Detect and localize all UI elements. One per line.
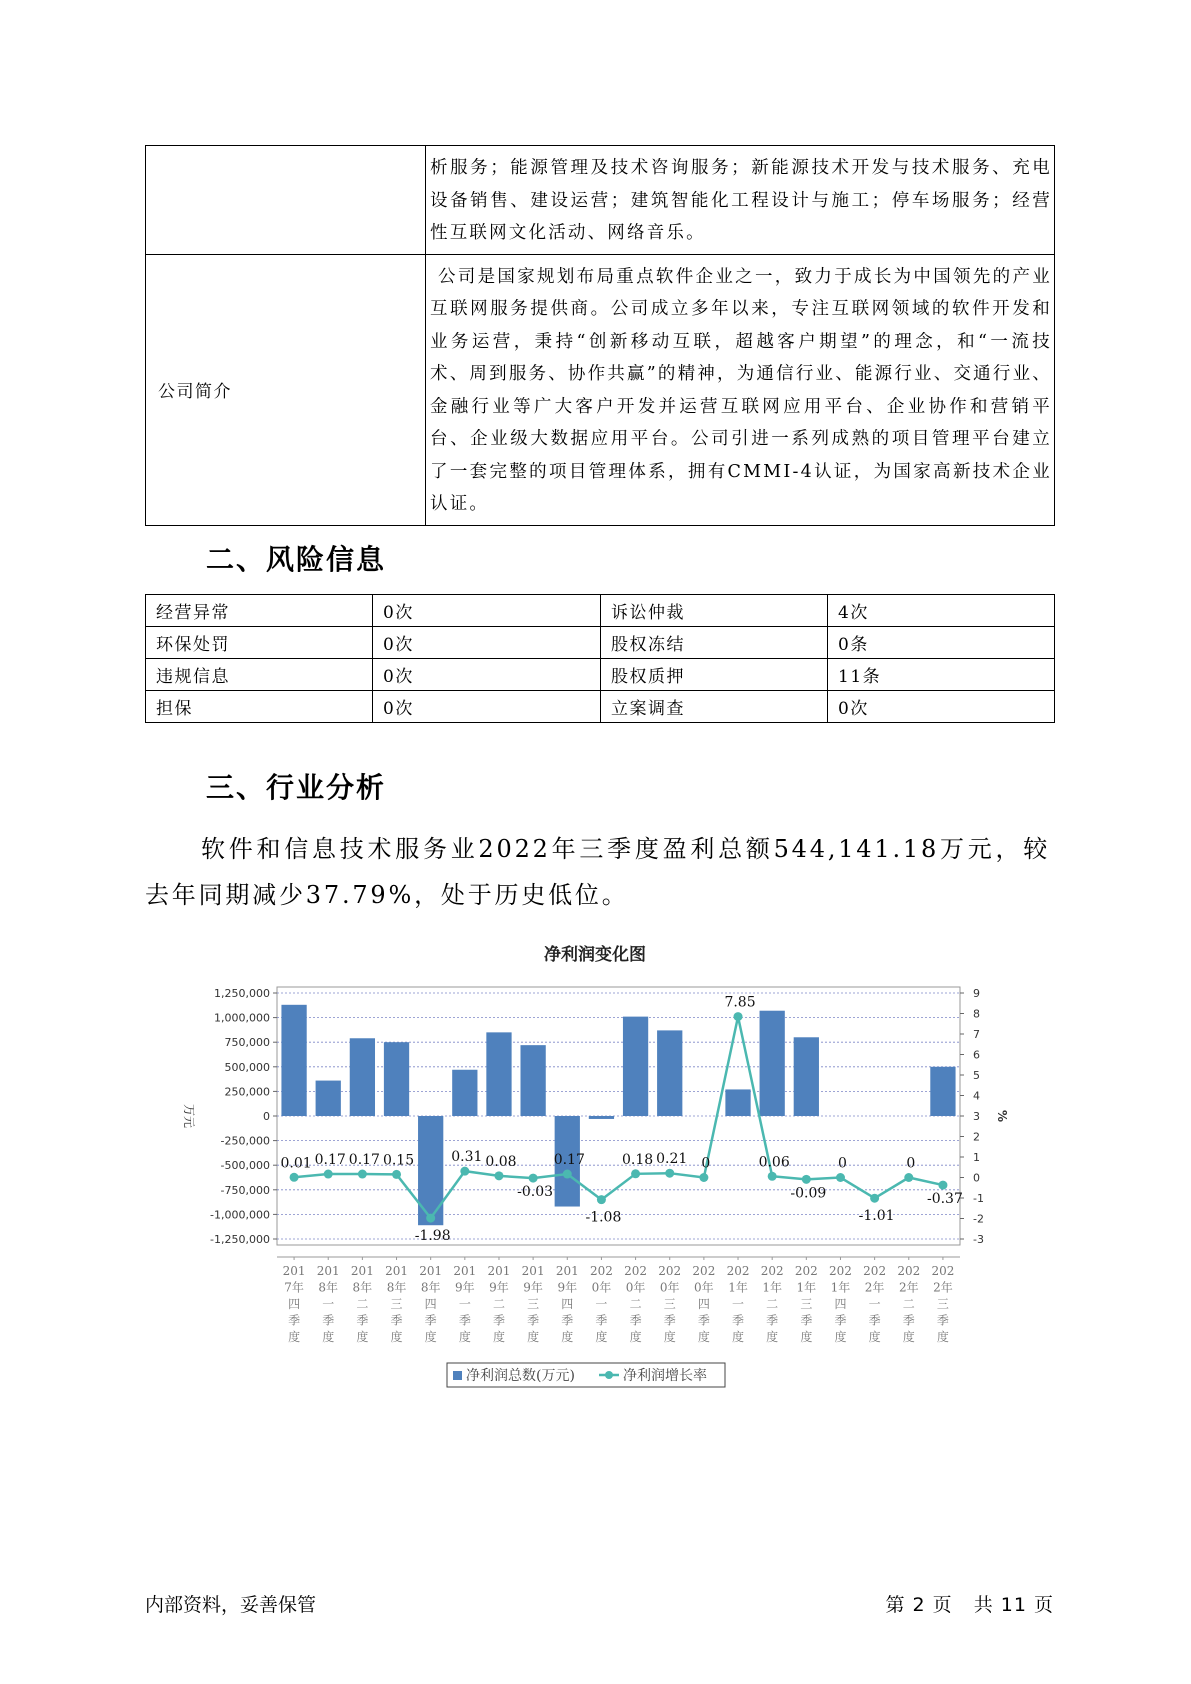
x-tick-label: 二 xyxy=(492,1297,505,1311)
y-left-tick-label: 500,000 xyxy=(224,1060,270,1074)
risk-value: 0次 xyxy=(828,691,1055,723)
x-tick-label: 季 xyxy=(800,1313,813,1328)
growth-label-17: -1.01 xyxy=(858,1208,895,1225)
growth-point-0 xyxy=(290,1173,299,1182)
x-tick-label: 度 xyxy=(697,1330,710,1344)
x-tick-label: 202 xyxy=(829,1264,852,1278)
x-tick-label: 季 xyxy=(834,1313,847,1328)
x-tick-label: 度 xyxy=(322,1330,335,1344)
bar-4 xyxy=(418,1116,443,1225)
x-tick-label: 1年 xyxy=(796,1280,817,1295)
x-tick-label: 季 xyxy=(390,1313,403,1328)
risk-label: 违规信息 xyxy=(146,659,373,691)
growth-label-8: 0.17 xyxy=(553,1152,585,1169)
y-left-tick-label: 1,000,000 xyxy=(214,1011,270,1025)
growth-point-3 xyxy=(392,1170,401,1179)
y-right-tick-label: 2 xyxy=(973,1130,980,1144)
x-tick-label: 9年 xyxy=(523,1280,543,1295)
bar-1 xyxy=(316,1081,341,1116)
table-row xyxy=(146,659,1055,691)
x-tick-label: 一 xyxy=(732,1297,745,1311)
x-tick-label: 三 xyxy=(663,1297,676,1311)
table-row xyxy=(146,254,1055,525)
growth-label-14: 0.06 xyxy=(758,1154,790,1171)
x-tick-label: 四 xyxy=(424,1297,437,1311)
x-tick-label: 季 xyxy=(766,1313,779,1328)
growth-label-10: 0.18 xyxy=(621,1151,654,1168)
x-tick-label: 7年 xyxy=(284,1280,304,1295)
growth-label-18: 0 xyxy=(906,1155,916,1172)
bar-14 xyxy=(760,1011,785,1116)
risk-label: 担保 xyxy=(146,691,373,723)
x-tick-label: 8年 xyxy=(352,1280,373,1295)
growth-label-5: 0.31 xyxy=(451,1149,483,1166)
x-tick-label: 201 xyxy=(316,1264,340,1278)
legend-bar-swatch xyxy=(453,1371,462,1380)
x-tick-label: 202 xyxy=(658,1264,682,1278)
y-right-tick-label: -2 xyxy=(973,1212,984,1226)
x-tick-label: 季 xyxy=(697,1313,710,1328)
x-tick-label: 度 xyxy=(390,1330,403,1344)
y-right-tick-label: 6 xyxy=(973,1048,980,1062)
growth-label-4: -1.98 xyxy=(414,1228,451,1245)
table-row xyxy=(146,595,1055,627)
risk-value: 0次 xyxy=(373,595,601,627)
growth-label-6: 0.08 xyxy=(485,1153,517,1170)
footer-page-number: 第 2 页 共 11 页 xyxy=(885,1594,1054,1616)
x-tick-label: 2年 xyxy=(864,1280,885,1295)
table-row xyxy=(146,691,1055,723)
growth-point-7 xyxy=(529,1174,538,1183)
x-tick-label: 四 xyxy=(834,1297,847,1311)
growth-point-14 xyxy=(768,1172,777,1181)
x-tick-label: 三 xyxy=(527,1297,540,1311)
x-tick-label: 度 xyxy=(732,1330,745,1344)
x-tick-label: 201 xyxy=(350,1264,374,1278)
y-right-tick-label: -3 xyxy=(973,1233,984,1246)
section-heading-risk: 二、风险信息 xyxy=(206,543,387,576)
risk-label: 股权冻结 xyxy=(601,627,828,659)
x-tick-label: 0年 xyxy=(659,1280,680,1295)
growth-label-19: -0.37 xyxy=(926,1191,963,1208)
growth-label-13: 7.85 xyxy=(724,994,756,1011)
chart-title: 净利润变化图 xyxy=(544,945,646,965)
x-tick-label: 度 xyxy=(834,1330,847,1344)
x-tick-label: 1年 xyxy=(762,1280,782,1295)
y-left-tick-label: -1,000,000 xyxy=(210,1208,270,1222)
footer-confidential-note: 内部资料，妥善保管 xyxy=(145,1594,317,1616)
growth-point-2 xyxy=(358,1170,367,1179)
y-right-axis-title: % xyxy=(995,1109,1009,1123)
x-tick-label: 度 xyxy=(561,1330,574,1344)
growth-point-10 xyxy=(631,1169,640,1178)
x-tick-label: 季 xyxy=(663,1313,676,1328)
growth-label-9: -1.08 xyxy=(585,1209,622,1226)
x-tick-label: 一 xyxy=(868,1297,881,1311)
bar-19 xyxy=(930,1067,955,1116)
y-left-tick-label: 250,000 xyxy=(224,1085,270,1099)
x-tick-label: 202 xyxy=(760,1264,784,1278)
risk-label: 股权质押 xyxy=(601,659,828,691)
x-tick-label: 度 xyxy=(902,1330,915,1344)
x-tick-label: 1年 xyxy=(830,1280,851,1295)
x-tick-label: 2年 xyxy=(898,1280,919,1295)
legend-line-marker xyxy=(605,1371,613,1379)
x-tick-label: 三 xyxy=(390,1297,403,1311)
growth-label-3: 0.15 xyxy=(382,1152,415,1169)
risk-value: 0次 xyxy=(373,627,601,659)
growth-point-8 xyxy=(563,1170,572,1179)
x-tick-label: 202 xyxy=(624,1264,648,1278)
x-tick-label: 季 xyxy=(868,1313,881,1328)
bar-15 xyxy=(794,1037,819,1116)
x-tick-label: 度 xyxy=(492,1330,505,1344)
y-left-tick-label: 0 xyxy=(263,1110,270,1123)
growth-label-2: 0.17 xyxy=(348,1152,380,1169)
growth-point-11 xyxy=(665,1169,674,1178)
growth-point-17 xyxy=(870,1194,879,1203)
company-profile-text: 公司是国家规划布局重点软件企业之一，致力于成长为中国领先的产业互联网服务提供商。公司成立多年以来，专注互联网领域的软件开发和业务运营，秉持“创新移动互联，超越客户期望”的理念，和“一流技术、周到服务、协作共赢”的精神，为通信行业、能源行业、交通行业、金融行业等广大客户开发并运营互联网应用平台、企业协作和营销平台、企业级大数据应用平台。公司引进一系列成熟的项目管理平台建立了一套完整的项目管理体系，拥有CMMI-4认证，为国家高新技术企业认证。 xyxy=(426,254,1055,525)
bar-0 xyxy=(281,1005,306,1116)
x-tick-label: 度 xyxy=(356,1330,369,1344)
x-tick-label: 三 xyxy=(800,1297,813,1311)
x-tick-label: 度 xyxy=(766,1330,779,1344)
y-left-tick-label: -500,000 xyxy=(220,1159,270,1173)
y-right-tick-label: 1 xyxy=(973,1151,980,1164)
x-tick-label: 度 xyxy=(458,1330,471,1344)
x-tick-label: 三 xyxy=(936,1297,949,1311)
x-tick-label: 8年 xyxy=(318,1280,339,1295)
growth-point-18 xyxy=(904,1173,913,1182)
x-tick-label: 季 xyxy=(424,1313,437,1328)
x-tick-label: 201 xyxy=(521,1264,545,1278)
growth-point-16 xyxy=(836,1173,845,1182)
growth-point-19 xyxy=(938,1181,947,1190)
y-right-tick-label: 4 xyxy=(973,1089,980,1103)
risk-label: 经营异常 xyxy=(146,595,373,627)
y-left-tick-label: -1,250,000 xyxy=(210,1233,270,1246)
x-tick-label: 9年 xyxy=(455,1280,475,1295)
x-tick-label: 季 xyxy=(902,1313,915,1328)
x-tick-label: 201 xyxy=(385,1264,408,1278)
x-tick-label: 202 xyxy=(794,1264,818,1278)
company-profile-label: 公司简介 xyxy=(146,254,426,525)
x-tick-label: 季 xyxy=(732,1313,745,1328)
x-tick-label: 0年 xyxy=(591,1280,612,1295)
x-tick-label: 二 xyxy=(629,1297,642,1311)
growth-label-12: 0 xyxy=(701,1155,711,1172)
x-tick-label: 度 xyxy=(629,1330,642,1344)
x-tick-label: 二 xyxy=(356,1297,369,1311)
growth-point-4 xyxy=(426,1214,435,1223)
table-row xyxy=(146,146,1055,255)
bar-7 xyxy=(520,1045,545,1116)
x-tick-label: 202 xyxy=(726,1264,750,1278)
growth-label-11: 0.21 xyxy=(656,1151,688,1168)
bar-2 xyxy=(350,1038,375,1116)
x-tick-label: 季 xyxy=(322,1313,335,1328)
y-left-axis-title: 万元 xyxy=(182,1103,196,1129)
y-right-tick-label: 3 xyxy=(973,1110,980,1123)
x-tick-label: 1年 xyxy=(728,1280,748,1295)
y-left-tick-label: 750,000 xyxy=(224,1036,270,1050)
x-tick-label: 0年 xyxy=(625,1280,646,1295)
industry-paragraph: 软件和信息技术服务业2022年三季度盈利总额544,141.18万元，较去年同期减少37.79%，处于历史低位。 xyxy=(145,835,1050,909)
risk-value: 11条 xyxy=(828,659,1055,691)
table-row xyxy=(146,627,1055,659)
x-tick-label: 度 xyxy=(868,1330,881,1344)
legend-bar-label: 净利润总数(万元) xyxy=(466,1368,575,1384)
growth-point-15 xyxy=(802,1175,811,1184)
risk-value: 0次 xyxy=(373,659,601,691)
legend-line-label: 净利润增长率 xyxy=(623,1368,707,1384)
x-tick-label: 一 xyxy=(595,1297,608,1311)
company-info-table xyxy=(145,145,1055,526)
x-tick-label: 度 xyxy=(936,1330,949,1344)
growth-point-6 xyxy=(494,1171,503,1180)
x-tick-label: 9年 xyxy=(557,1280,578,1295)
x-tick-label: 季 xyxy=(561,1313,574,1328)
x-tick-label: 二 xyxy=(902,1297,915,1311)
x-tick-label: 季 xyxy=(527,1313,540,1328)
y-left-tick-label: 1,250,000 xyxy=(214,987,270,1000)
x-tick-label: 度 xyxy=(527,1330,540,1344)
x-tick-label: 季 xyxy=(629,1313,642,1328)
x-tick-label: 202 xyxy=(863,1264,887,1278)
x-tick-label: 0年 xyxy=(694,1280,714,1295)
y-right-tick-label: -1 xyxy=(973,1192,984,1205)
risk-label: 环保处罚 xyxy=(146,627,373,659)
x-tick-label: 201 xyxy=(282,1264,306,1278)
growth-label-16: 0 xyxy=(838,1155,847,1172)
x-tick-label: 202 xyxy=(692,1264,716,1278)
growth-point-12 xyxy=(699,1173,708,1182)
x-tick-label: 四 xyxy=(697,1297,710,1311)
y-right-tick-label: 9 xyxy=(973,987,980,1000)
net-profit-chart xyxy=(175,940,1015,1400)
growth-point-5 xyxy=(460,1167,469,1176)
x-tick-label: 201 xyxy=(419,1264,443,1278)
x-tick-label: 季 xyxy=(288,1313,301,1328)
risk-label: 立案调查 xyxy=(601,691,828,723)
x-tick-label: 8年 xyxy=(386,1280,407,1295)
y-right-tick-label: 0 xyxy=(973,1171,980,1185)
x-tick-label: 2年 xyxy=(933,1280,953,1295)
x-tick-label: 一 xyxy=(458,1297,471,1311)
growth-label-0: 0.01 xyxy=(280,1155,312,1172)
bar-3 xyxy=(384,1042,409,1116)
bar-5 xyxy=(452,1070,477,1116)
x-tick-label: 度 xyxy=(595,1330,608,1344)
x-tick-label: 二 xyxy=(766,1297,779,1311)
growth-label-7: -0.03 xyxy=(517,1184,554,1201)
x-tick-label: 一 xyxy=(322,1297,335,1311)
x-tick-label: 度 xyxy=(288,1330,301,1344)
y-right-tick-label: 7 xyxy=(973,1028,980,1041)
bar-9 xyxy=(589,1116,614,1119)
risk-value: 0条 xyxy=(828,627,1055,659)
x-tick-label: 202 xyxy=(931,1264,955,1278)
growth-point-13 xyxy=(734,1012,743,1021)
x-tick-label: 201 xyxy=(453,1264,477,1278)
x-tick-label: 201 xyxy=(487,1264,511,1278)
x-tick-label: 202 xyxy=(897,1264,921,1278)
y-left-tick-label: -250,000 xyxy=(220,1134,270,1148)
growth-point-9 xyxy=(597,1195,606,1204)
bar-6 xyxy=(486,1032,511,1116)
x-tick-label: 201 xyxy=(555,1264,579,1278)
risk-info-table xyxy=(145,594,1055,723)
x-tick-label: 季 xyxy=(492,1313,505,1328)
x-tick-label: 季 xyxy=(936,1313,949,1328)
y-right-tick-label: 5 xyxy=(973,1069,980,1082)
bar-13 xyxy=(725,1089,750,1116)
growth-label-15: -0.09 xyxy=(790,1185,827,1202)
x-tick-label: 度 xyxy=(800,1330,813,1344)
x-tick-label: 四 xyxy=(288,1297,301,1311)
x-tick-label: 202 xyxy=(589,1264,613,1278)
growth-label-1: 0.17 xyxy=(314,1152,346,1169)
risk-label: 诉讼仲裁 xyxy=(601,595,828,627)
bar-11 xyxy=(657,1030,682,1116)
x-tick-label: 季 xyxy=(595,1313,608,1328)
risk-value: 4次 xyxy=(828,595,1055,627)
business-scope-text: 析服务；能源管理及技术咨询服务；新能源技术开发与技术服务、充电设备销售、建设运营；建筑智能化工程设计与施工；停车场服务；经营性互联网文化活动、网络音乐。 xyxy=(426,146,1055,255)
bar-10 xyxy=(623,1017,648,1116)
x-tick-label: 季 xyxy=(458,1313,471,1328)
y-right-tick-label: 8 xyxy=(973,1007,980,1021)
risk-value: 0次 xyxy=(373,691,601,723)
growth-point-1 xyxy=(324,1170,333,1179)
y-left-tick-label: -750,000 xyxy=(220,1183,270,1197)
x-tick-label: 四 xyxy=(561,1297,574,1311)
x-tick-label: 季 xyxy=(356,1313,369,1328)
section-heading-industry: 三、行业分析 xyxy=(206,771,387,804)
x-tick-label: 9年 xyxy=(489,1280,509,1295)
business-scope-label-cell xyxy=(146,146,426,255)
x-tick-label: 8年 xyxy=(420,1280,441,1295)
x-tick-label: 度 xyxy=(663,1330,676,1344)
x-tick-label: 度 xyxy=(424,1330,437,1344)
